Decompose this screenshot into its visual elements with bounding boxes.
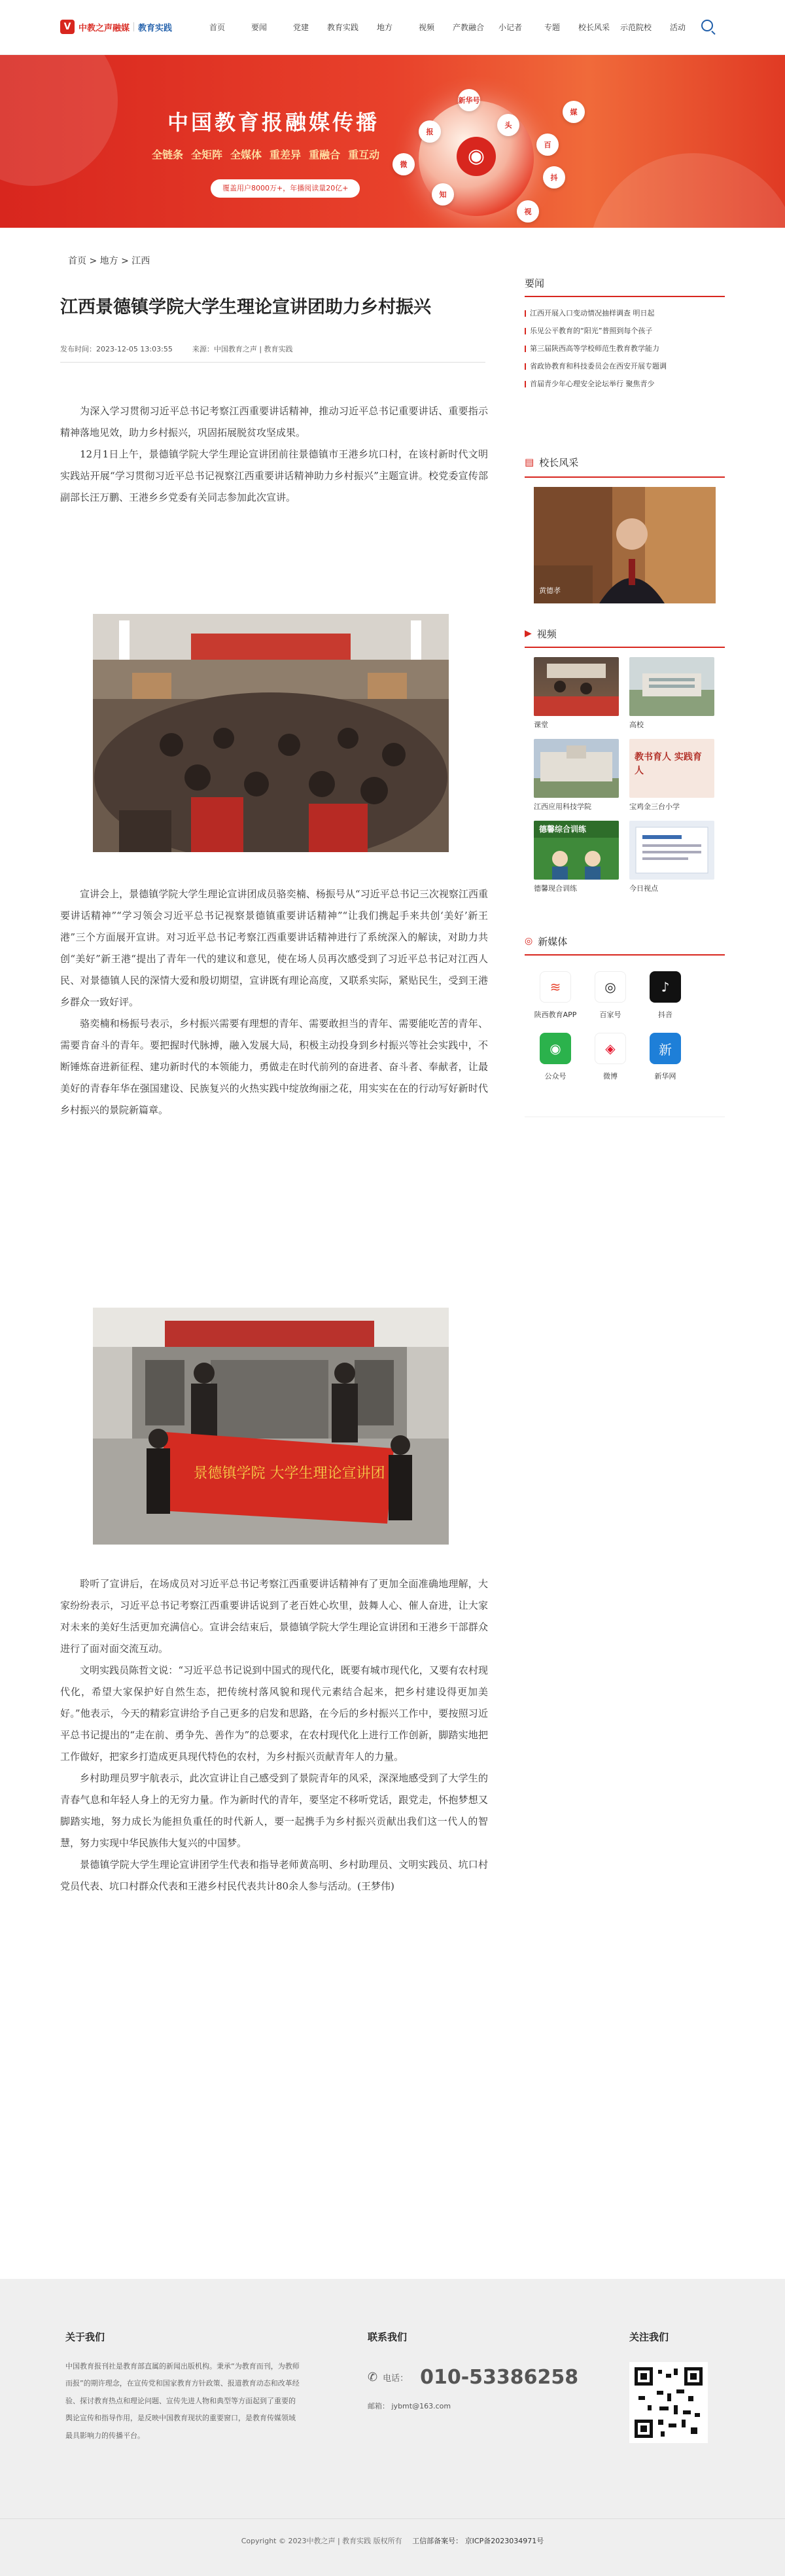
video-thumbnail [534, 657, 619, 716]
menu-item-video[interactable]: 视频 [418, 23, 434, 32]
media-item[interactable] [534, 971, 577, 1020]
sidebar-rule [525, 296, 725, 297]
banner-tag: 全矩阵 [191, 149, 223, 161]
article-body-bottom [60, 1573, 488, 1897]
sidebar-principal [525, 454, 725, 603]
media-item[interactable] [534, 1033, 577, 1081]
banner-tag: 全链条 [152, 149, 184, 161]
campus-thumb [629, 657, 714, 716]
article-title: 江西景德镇学院大学生理论宣讲团助力乡村振兴 [60, 297, 431, 317]
video-item[interactable] [629, 821, 714, 893]
douyin-icon: 抖 [543, 166, 565, 188]
menu-item-industry[interactable]: 产教融合 [452, 23, 484, 32]
article-body-top [60, 401, 488, 509]
footer-follow [629, 2330, 708, 2443]
menu-item-news[interactable]: 要闻 [251, 23, 267, 32]
principal-caption: 黄德孝 [539, 586, 561, 595]
media-item[interactable] [644, 1033, 687, 1081]
video-item[interactable] [534, 739, 619, 812]
logo-divider [133, 22, 134, 31]
article-paragraph: 文明实践员陈哲文说：“习近平总书记说到中国式的现代化，既要有城市现代化，又要有农村现代化，希望大家保护好自然生态，把传统村落风貌和现代元素结合起来，把乡村建设得更加美好。”他表示，今天的精彩宣讲给予自己更多的启发和思路，在今后的乡村振兴工作中，要按照习近平总书记提出的“走在前、勇争先、善作为”的总要求，在农村现代化上进行工作创新，脚踏实地把工作做好，把家乡打造成更具现代特色的农村，为乡村振兴贡献青年人的力量。 [60, 1664, 488, 1762]
video-thumbnail [629, 821, 714, 880]
xinhua-icon: 新华号 [458, 89, 480, 111]
wechat-icon: 微 [392, 153, 415, 175]
media-grid [534, 971, 725, 1081]
group-banner-photo [93, 1308, 449, 1545]
logo-mark-icon: V [60, 20, 75, 34]
video-caption: 今日视点 [629, 884, 658, 893]
sidebar-rule [525, 647, 725, 648]
zhihu-icon: 知 [432, 183, 454, 206]
news-thumb [629, 821, 714, 880]
sidebar-media-title: 新媒体 [538, 935, 568, 948]
article-meta [60, 344, 485, 354]
principal-icon: ▤ [525, 456, 534, 468]
xinhua-icon: 新 [650, 1033, 681, 1064]
sidebar-rule [525, 954, 725, 956]
footer-contact-title: 联系我们 [368, 2331, 408, 2343]
media-caption: 百家号 [599, 1011, 621, 1019]
video-icon: 视 [517, 200, 539, 223]
sidebar-video-header [525, 626, 725, 641]
qr-code-icon [635, 2367, 703, 2438]
menu-item-local[interactable]: 地方 [376, 23, 392, 32]
media-caption: 陕西教育APP [534, 1011, 577, 1019]
media-caption: 抖音 [658, 1011, 672, 1019]
photo-banner-text: 景德镇学院 大学生理论宣讲团 [193, 1465, 385, 1482]
banner-tag: 全媒体 [230, 149, 262, 161]
baijia-icon: ◎ [595, 971, 626, 1003]
sidebar-news-title: 要闻 [525, 277, 545, 289]
email-label: 邮箱： [368, 2402, 389, 2410]
banner-tag: 重互动 [348, 149, 380, 161]
video-item[interactable] [534, 657, 619, 730]
menu-item-party[interactable]: 党建 [292, 23, 309, 32]
principal-image [534, 487, 716, 603]
banner-tag: 重融合 [309, 149, 341, 161]
article-paragraph: 聆听了宣讲后，在场成员对习近平总书记考察江西重要讲话精神有了更加全面准确地理解，大家纷纷表示，习近平总书记考察江西重要讲话说到了老百姓心坎里，鼓舞人心、催人奋进，让大家对未来的美好生活更加充满信心。宣讲会结束后，景德镇学院大学生理论宣讲团和王港乡干部群众进行了面对面交流互动。 [60, 1578, 488, 1655]
menu-item-reporter[interactable]: 小记者 [498, 23, 522, 32]
hero-banner [0, 55, 785, 228]
video-overlay-text: 教书育人 实践育人 [635, 752, 702, 776]
video-item[interactable] [629, 739, 714, 812]
video-caption: 高校 [629, 721, 644, 729]
menu-item-schools[interactable]: 示范院校 [619, 23, 652, 32]
footer-divider [0, 2518, 785, 2519]
news-item[interactable]: 江西开展入口变动情况抽样调查 明日起 [525, 305, 725, 323]
banner-tag: 重差异 [270, 149, 302, 161]
footer-about [65, 2330, 302, 2444]
menu-item-activity[interactable]: 活动 [669, 23, 686, 32]
copyright [0, 2535, 785, 2546]
baidu-icon: 百 [536, 134, 559, 156]
douyin-icon: ♪ [650, 971, 681, 1003]
menu-item-topic[interactable]: 专题 [544, 23, 560, 32]
logo-subtext: 教育实践 [138, 23, 173, 33]
video-caption: 课堂 [534, 721, 548, 729]
sidebar-rule [525, 476, 725, 478]
classroom-thumb [534, 657, 619, 716]
principal-photo[interactable] [534, 487, 716, 603]
sidebar-principal-title: 校长风采 [539, 456, 579, 469]
copyright-text: Copyright © 2023中教之声 | 教育实践 版权所有 [241, 2537, 402, 2545]
menu-item-practice[interactable]: 教育实践 [326, 23, 358, 32]
article-paragraph: 乡村助理员罗宇航表示，此次宣讲让自己感受到了景院青年的风采，深深地感受到了大学生的青春气息和年轻人身上的无穷力量。作为新时代的青年，要坚定不移听党话，跟党走，怀抱梦想又脚踏实地，努力成长为能担负重任的时代新人，要一起携手为乡村振兴贡献出我们这一代人的智慧，努力实现中华民族伟大复兴的中国梦。 [60, 1772, 488, 1849]
divider [60, 362, 485, 363]
news-item[interactable]: 省政协教育和科技委员会在西安开展专题调 [525, 358, 725, 376]
menu-item-home[interactable]: 首页 [209, 23, 225, 32]
phone-icon: ✆ [368, 2370, 378, 2384]
sidebar-media-header [525, 933, 725, 949]
video-thumbnail [534, 821, 619, 880]
banner-decor-circle [0, 55, 118, 186]
orb-logo-icon: ◉ [457, 137, 496, 176]
article-source: 来源：中国教育之声 | 教育实践 [192, 345, 293, 354]
video-thumbnail [534, 739, 619, 798]
breadcrumb[interactable]: 首页 > 地方 > 江西 [68, 256, 150, 266]
top-nav [0, 0, 785, 55]
article-paragraph: 12月1日上午，景德镇学院大学生理论宣讲团前往景德镇市王港乡坑口村，在该村新时代文明实践站开展“学习贯彻习近平总书记视察江西重要讲话精神助力乡村振兴”主题宣讲。校党委宣传部副部长汪万鹏、王港乡乡党委有关同志参加此次宣讲。 [60, 448, 488, 503]
news-item[interactable]: 首届青少年心理安全论坛举行 聚焦青少 [525, 376, 725, 393]
footer [0, 2279, 785, 2576]
footer-follow-title: 关注我们 [629, 2331, 669, 2343]
college-thumb [534, 739, 619, 798]
media-item[interactable] [644, 971, 687, 1020]
article [60, 296, 485, 363]
icp-link[interactable]: 京ICP备2023034971号 [464, 2537, 544, 2545]
article-photo-2 [93, 1308, 449, 1545]
video-caption: 宝鸡金三台小学 [629, 802, 680, 811]
sidebar-media [525, 933, 725, 1081]
menu-item-principal[interactable]: 校长风采 [578, 23, 610, 32]
video-item[interactable] [534, 821, 619, 893]
video-caption: 德馨现合训练 [534, 884, 577, 893]
video-grid [534, 657, 725, 893]
qr-code [629, 2362, 708, 2443]
media-icon: 媒 [563, 101, 585, 123]
footer-phone-row [368, 2366, 578, 2389]
article-body-mid [60, 884, 488, 1121]
banner-title: 中国教育报融媒传播 [167, 110, 380, 135]
media-caption: 公众号 [544, 1072, 567, 1081]
icp-label: 工信部备案号： [412, 2537, 463, 2545]
media-item[interactable] [589, 1033, 632, 1081]
media-target-icon: ◎ [525, 936, 533, 946]
article-photo-1 [93, 614, 449, 852]
sidebar-principal-header [525, 454, 725, 470]
banner-decor-circle [589, 153, 785, 228]
phone-number: 010-53386258 [420, 2366, 579, 2389]
sidebar-video [525, 626, 725, 893]
video-play-icon: ▶ [525, 628, 532, 639]
meeting-photo [93, 614, 449, 852]
footer-email-row [368, 2401, 578, 2411]
search-icon[interactable] [701, 20, 713, 31]
news-item[interactable]: 乐见公平教育的“阳光”普照到每个孩子 [525, 323, 725, 340]
footer-contact [368, 2330, 578, 2411]
footer-about-title: 关于我们 [65, 2331, 105, 2343]
media-item[interactable] [589, 971, 632, 1020]
media-caption: 微博 [603, 1072, 618, 1081]
banner-pill: 覆盖用户8000万+，年播阅读量20亿+ [211, 179, 360, 198]
newspaper-icon: 报 [419, 120, 441, 143]
footer-about-text: 中国教育报刊社是教育部直属的新闻出版机构。秉承“为教育而刊，为教师而报”的期许理念，在宣传党和国家教育方针政策、报道教育动态和改革经验、探讨教育热点和理论问题、宣传先进人物和典型等方面起到了重要的舆论宣传和指导作用，是反映中国教育现状的重要窗口，是教育传媒领域最具影响力的传播平台。 [65, 2362, 300, 2440]
weibo-icon: ≋ [540, 971, 571, 1003]
banner-tags [152, 147, 379, 162]
video-overlay-text: 德馨综合训练 [534, 821, 619, 838]
news-item[interactable]: 第三届陕西高等学校师范生教育教学能力 [525, 340, 725, 358]
media-caption: 新华网 [654, 1072, 676, 1081]
video-item[interactable] [629, 657, 714, 730]
main-menu [196, 22, 699, 33]
sidebar-news [525, 275, 725, 393]
toutiao-icon: 头 [497, 114, 519, 136]
video-thumbnail [629, 657, 714, 716]
logo-text: 中教之声融媒 [78, 23, 130, 33]
weibo-icon: ◈ [595, 1033, 626, 1064]
article-paragraph: 骆奕楠和杨振号表示，乡村振兴需要有理想的青年、需要敢担当的青年、需要能吃苦的青年、需要肯奋斗的青年。要把握时代脉搏，融入发展大局，积极主动投身到乡村振兴等社会实践中，不断锤炼奋进新征程、建功新时代的本领能力，勇做走在时代前列的奋进者、奋斗者、奉献者，让最美好的青春年华在强国建设、民族复兴的火热实践中绽放绚丽之花，用实实在在的行动写好新时代乡村振兴的景院新篇章。 [60, 1018, 488, 1116]
video-thumbnail [629, 739, 714, 798]
phone-label: 电话： [383, 2374, 409, 2384]
email-link[interactable]: jybmt@163.com [391, 2402, 451, 2410]
site-logo[interactable] [60, 20, 172, 34]
news-list [525, 305, 725, 393]
publish-time: 发布时间：2023-12-05 13:03:55 [60, 345, 173, 354]
article-paragraph: 景德镇学院大学生理论宣讲团学生代表和指导老师黄高明、乡村助理员、文明实践员、坑口村党员代表、坑口村群众代表和王港乡村民代表共计80余人参与活动。(王梦伟) [60, 1859, 488, 1892]
article-paragraph: 宣讲会上，景德镇学院大学生理论宣讲团成员骆奕楠、杨振号从“习近平总书记三次视察江西重要讲话精神”“学习领会习近平总书记视察景德镇重要讲话精神”“让我们携起手来共创‘美好’新王港”三个方面展开宣讲。对习近平总书记考察江西重要讲话精神进行了系统深入的解读，对助力共创“美好”新王港“提出了青年一代的建议和意见，使在场人员再次感受到了习近平总书记对江西人民、对景德镇人民的深情大爱和殷切期望，宣讲既有理论高度，又联系实际，紧贴民生，受到王港乡群众一致好评。 [60, 888, 488, 1008]
article-paragraph: 为深入学习贯彻习近平总书记考察江西重要讲话精神，推动习近平总书记重要讲话、重要指示精神落地见效，助力乡村振兴，巩固拓展脱贫攻坚成果。 [60, 405, 488, 438]
wechat-icon: ◉ [540, 1033, 571, 1064]
video-caption: 江西应用科技学院 [534, 802, 591, 811]
sidebar-video-title: 视频 [536, 628, 557, 640]
